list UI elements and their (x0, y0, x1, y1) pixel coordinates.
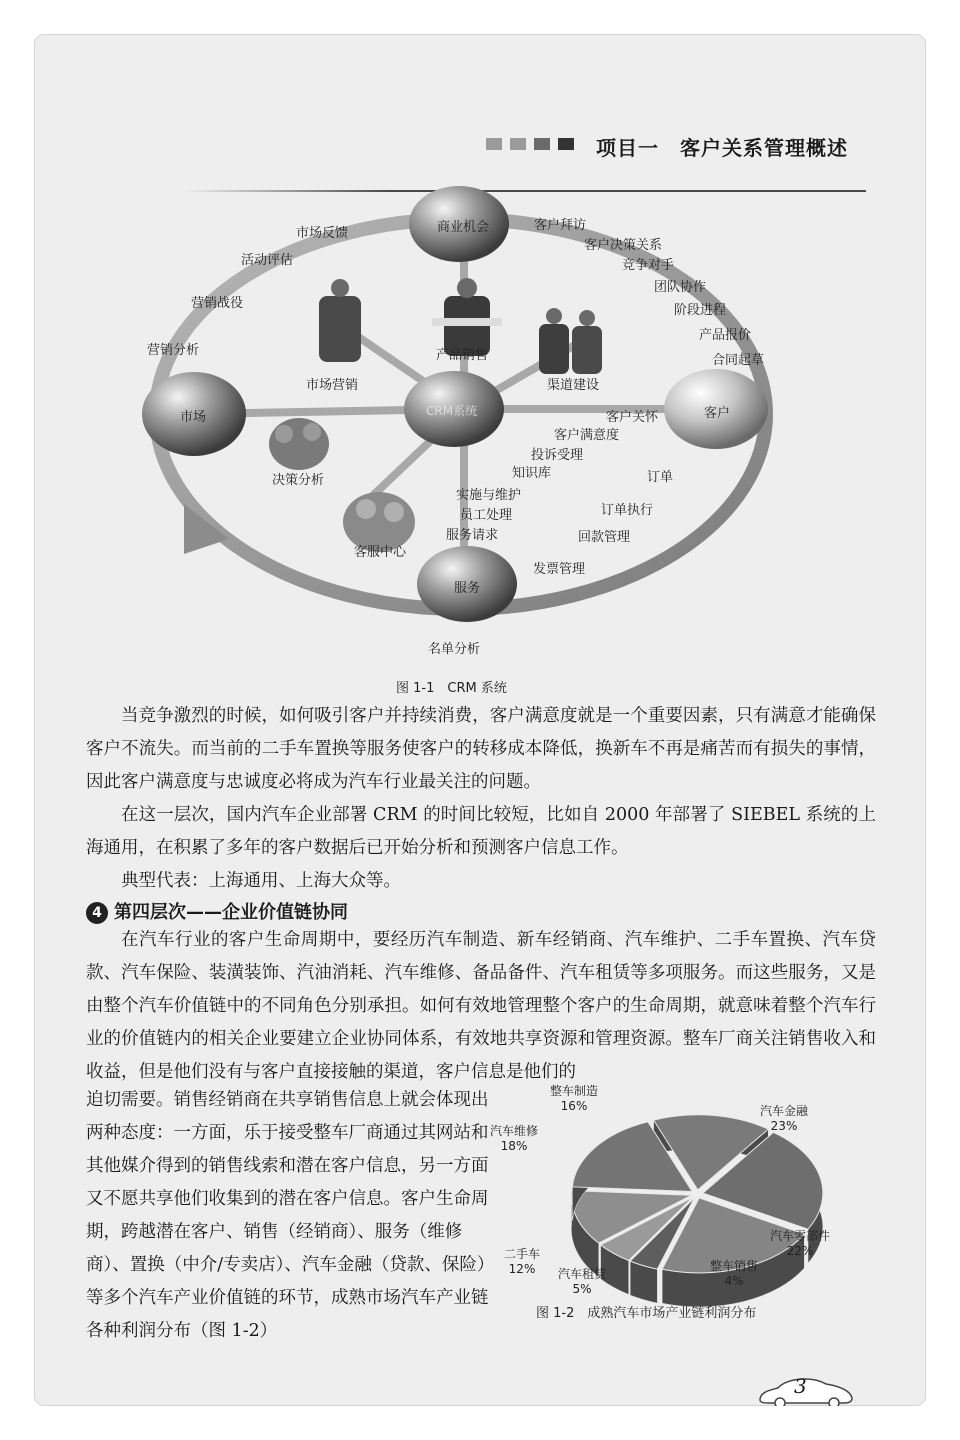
label-decision-analysis: 决策分析 (272, 473, 325, 488)
label-competitor: 竞争对手 (622, 258, 675, 273)
label-complaint: 投诉受理 (531, 448, 584, 463)
pie-label-used-car: 二手车 12% (504, 1247, 541, 1276)
body-section-4 (86, 924, 876, 1089)
section-title: 第四层次——企业价值链协同 (114, 902, 348, 923)
book-page (34, 34, 926, 1406)
label-knowledge-base: 知识库 (512, 466, 552, 481)
label-decision-relation: 客户决策关系 (584, 238, 663, 253)
label-customer-care: 客户关怀 (606, 410, 659, 425)
label-satisfaction: 客户满意度 (554, 428, 620, 443)
label-market-marketing: 市场营销 (306, 378, 359, 393)
section-heading (86, 898, 348, 924)
label-list-analysis: 名单分析 (428, 642, 481, 657)
pie-label-repair: 汽车维修 18% (490, 1124, 539, 1153)
label-marketing-analysis: 营销分析 (147, 343, 200, 358)
label-marketing-campaign: 营销战役 (191, 296, 244, 311)
pie-label-parts: 汽车零部件 22% (770, 1229, 831, 1258)
wrapped-paragraph (86, 1084, 504, 1348)
running-header: 项目一 客户关系管理概述 (596, 136, 848, 160)
node-label-crm: CRM系统 (426, 404, 478, 418)
label-service-center: 客服中心 (354, 545, 407, 560)
node-label-market: 市场 (180, 410, 207, 425)
paragraph: 典型代表：上海通用、上海大众等。 (121, 871, 401, 891)
figure2-caption: 图 1-2 成熟汽车市场产业链利润分布 (536, 1306, 757, 1321)
label-channel-build: 渠道建设 (547, 378, 600, 393)
label-invoice-mgmt: 发票管理 (533, 562, 586, 577)
pie-label-manufacturing: 整车制造 16% (550, 1084, 599, 1113)
label-product-quote: 产品报价 (699, 328, 752, 343)
label-order: 订单 (647, 470, 674, 485)
label-customer-visit: 客户拜访 (534, 218, 587, 233)
pie-label-rental: 汽车租赁 5% (558, 1267, 607, 1296)
label-activity-eval: 活动评估 (241, 253, 294, 268)
label-implement-maintain: 实施与维护 (456, 488, 522, 503)
crm-system-diagram (34, 34, 926, 734)
label-contract-draft: 合同起草 (712, 353, 765, 368)
label-team-collab: 团队协作 (654, 280, 707, 295)
profit-pie-chart (512, 1094, 872, 1334)
label-market-feedback: 市场反馈 (296, 226, 349, 241)
figure1-caption: 图 1-1 CRM 系统 (396, 681, 507, 696)
node-label-business: 商业机会 (437, 220, 490, 235)
pie-label-sales: 整车销售 4% (710, 1259, 759, 1288)
node-label-customer: 客户 (704, 406, 731, 421)
paragraph: 在汽车行业的客户生命周期中，要经历汽车制造、新车经销商、汽车维护、二手车置换、汽车贷款、汽车保险、装潢装饰、汽油消耗、汽车维修、备品备件、汽车租赁等多项服务。而这些服务，又是由整个汽车价值链中的不同角色分别承担。如何有效地管理整个客户的生命周期，就意味着整个汽车行业的价值链内的相关企业要建立企业协同体系，有效地共享资源和管理资源。整车厂商关注销售收入和收益，但是他们没有与客户直接接触的渠道，客户信息是他们的 (86, 930, 876, 1082)
label-payment-mgmt: 回款管理 (578, 530, 631, 545)
paragraph: 在这一层次，国内汽车企业部署 CRM 的时间比较短，比如自 2000 年部署了 SIEBEL 系统的上海通用，在积累了多年的客户数据后已开始分析和预测客户信息工作。 (86, 805, 876, 858)
paragraph: 当竞争激烈的时候，如何吸引客户并持续消费，客户满意度就是一个重要因素，只有满意才能确保客户不流失。而当前的二手车置换等服务使客户的转移成本降低，换新车不再是痛苦而有损失的事情，因此客户满意度与忠诚度必将成为汽车行业最关注的问题。 (86, 706, 876, 792)
pie-label-finance: 汽车金融 23% (760, 1104, 809, 1133)
label-product-sales: 产品销售 (436, 348, 489, 363)
page-number: 3 (794, 1374, 807, 1398)
label-staff-process: 员工处理 (460, 508, 513, 523)
label-service-request: 服务请求 (446, 528, 499, 543)
paragraph: 迫切需要。销售经销商在共享销售信息上就会体现出两种态度：一方面，乐于接受整车厂商通过其网站和其他媒介得到的销售线索和潜在客户信息，另一方面又不愿共享他们收集到的潜在客户信息。客户生命周期，跨越潜在客户、销售（经销商）、服务（维修商）、置换（中介/专卖店）、汽车金融（贷款、保险）等多个汽车产业价值链的环节，成熟市场汽车产业链各种利润分布（图 1-2） (86, 1090, 495, 1341)
body-section-3 (86, 700, 876, 898)
node-label-service: 服务 (454, 581, 481, 596)
label-stage-process: 阶段进程 (674, 303, 727, 318)
section-number-badge: 4 (86, 902, 108, 924)
label-order-exec: 订单执行 (601, 503, 654, 518)
